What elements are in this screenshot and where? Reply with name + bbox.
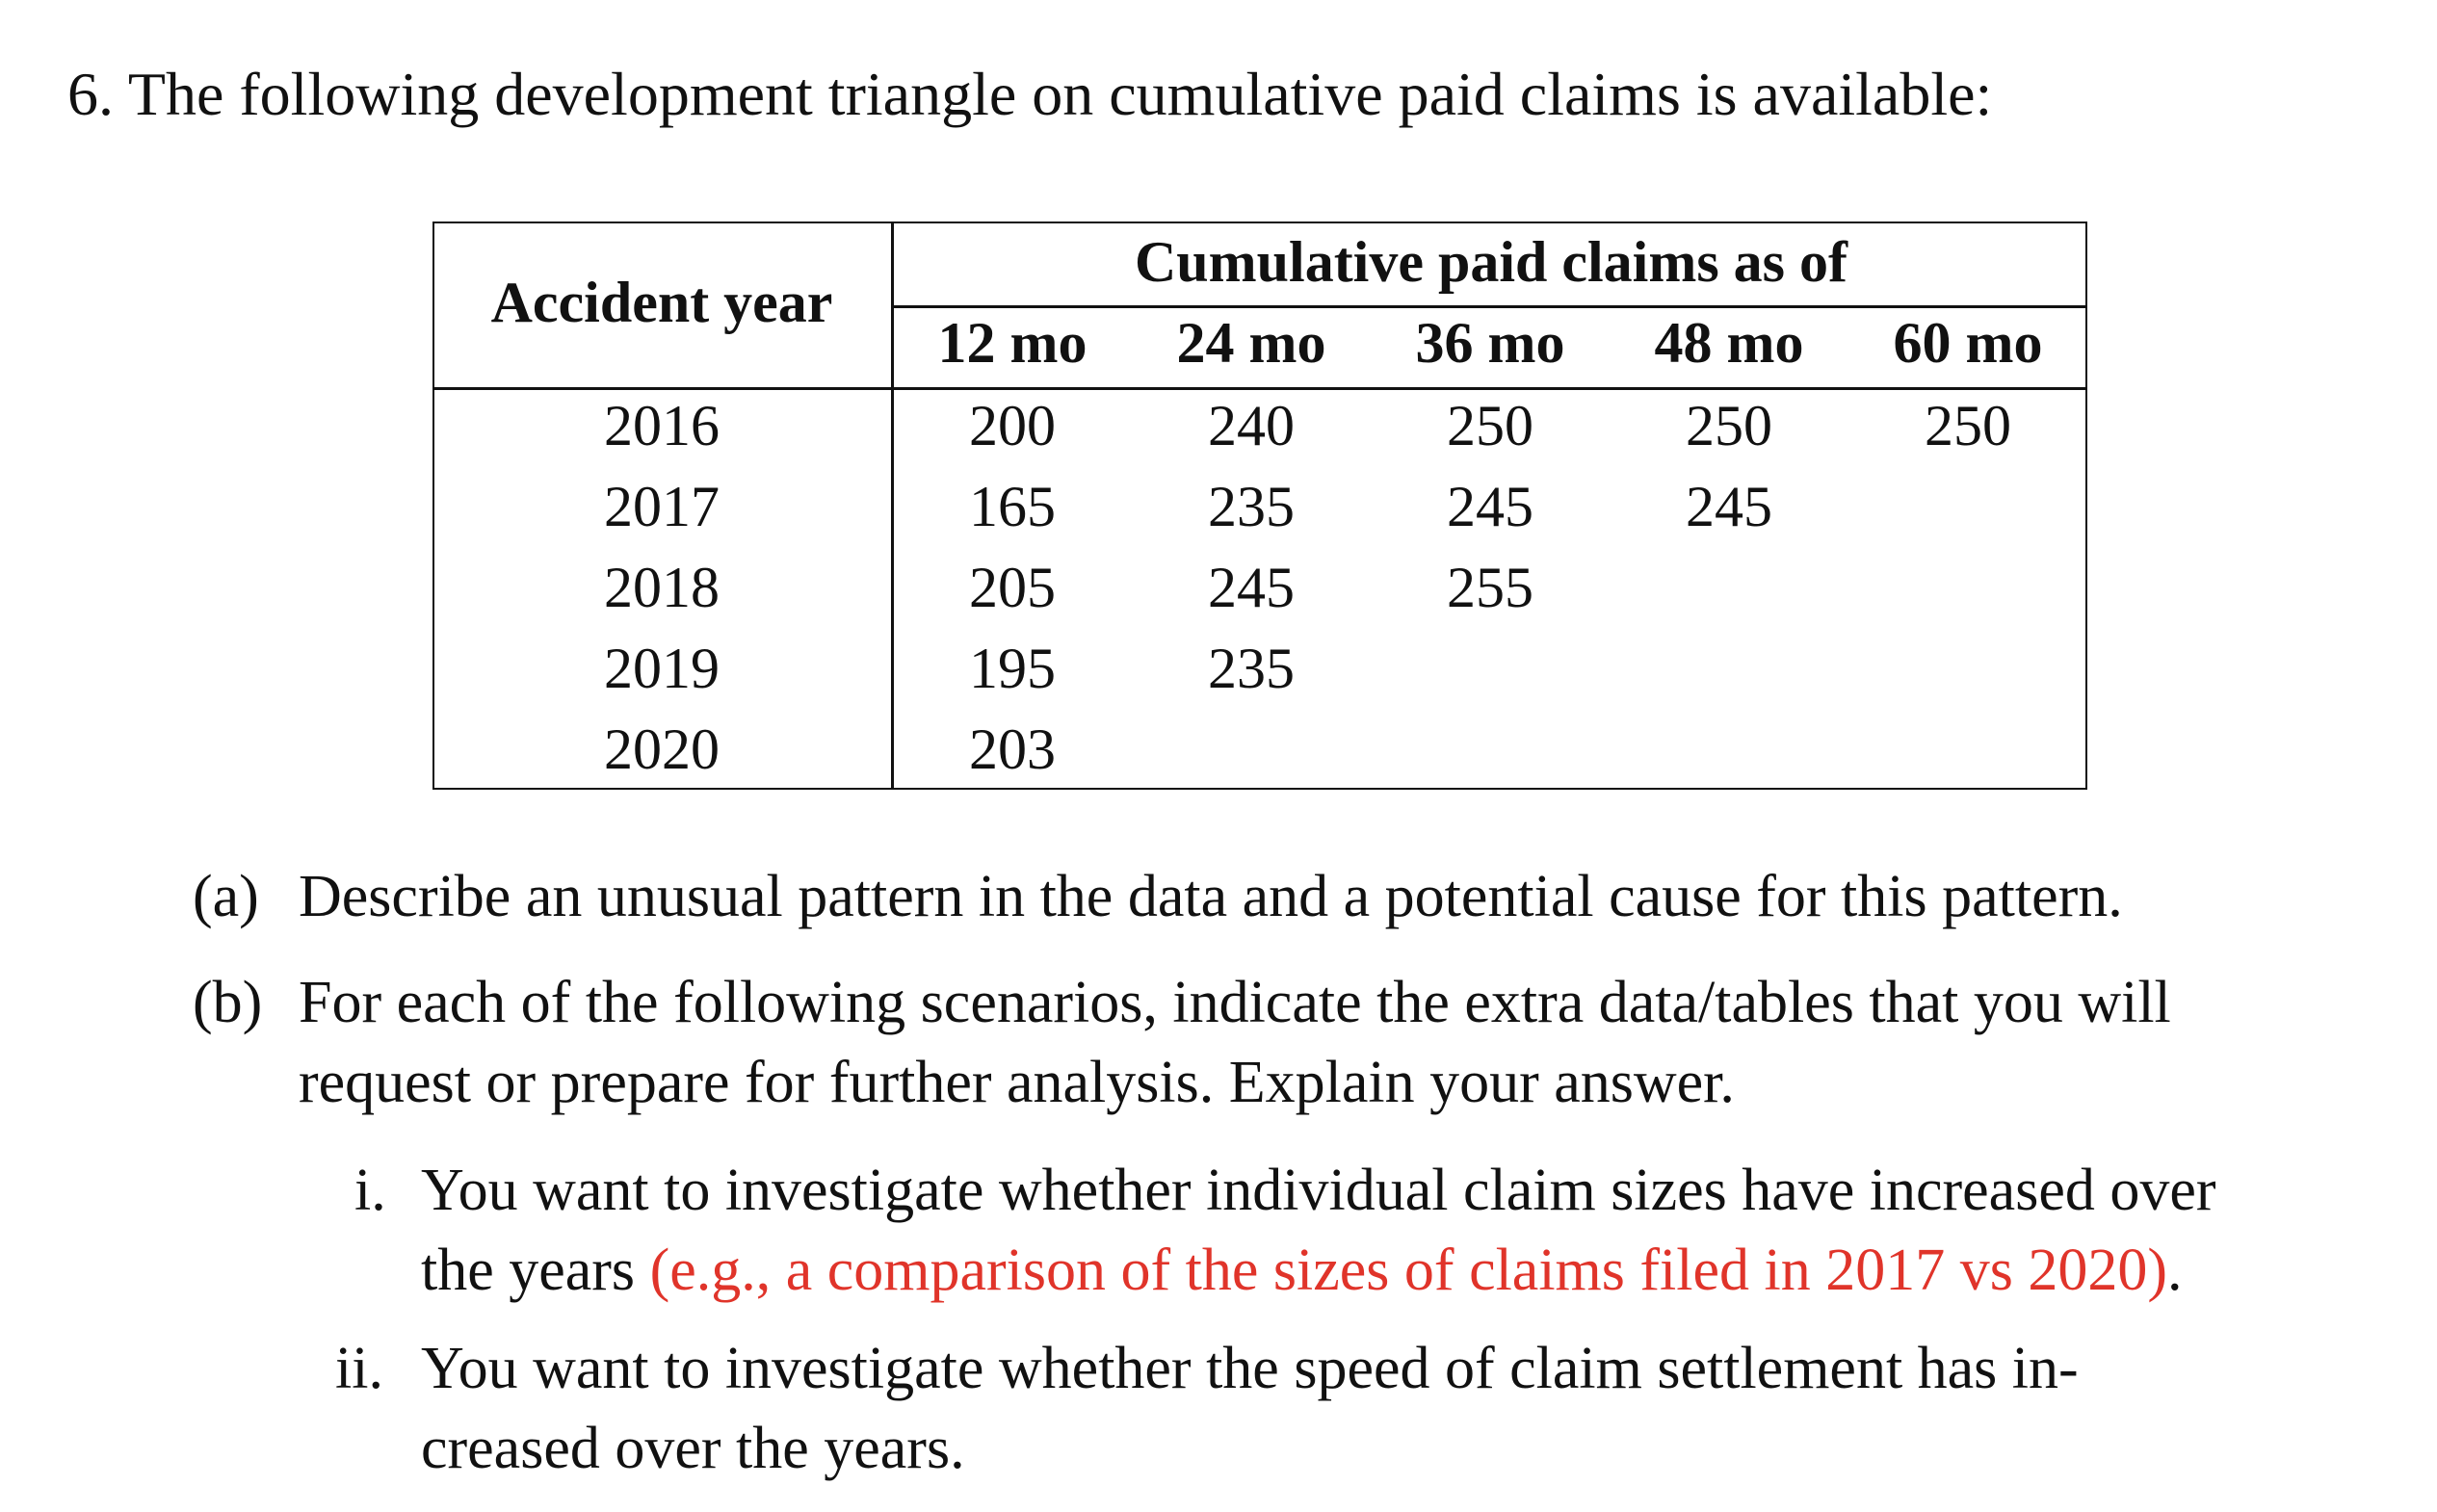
table-cell: 205 bbox=[969, 556, 1056, 619]
item-ii-line1: You want to investigate whether the speed of claim settlement has in- bbox=[421, 1336, 2079, 1401]
part-a-label: (a) bbox=[193, 864, 259, 929]
table-header-rule bbox=[434, 387, 2085, 390]
row-year-2019: 2019 bbox=[604, 637, 720, 700]
item-i-line2-plain: the years bbox=[421, 1238, 636, 1303]
column-header-24mo: 24 mo bbox=[1176, 311, 1326, 375]
accident-year-header: Accident year bbox=[490, 271, 833, 334]
row-year-2017: 2017 bbox=[604, 475, 720, 538]
row-year-2020: 2020 bbox=[604, 717, 720, 781]
item-i-label: i. bbox=[354, 1158, 386, 1223]
table-cell: 203 bbox=[969, 717, 1056, 781]
item-ii-line2: creased over the years. bbox=[421, 1416, 965, 1481]
table-cell: 245 bbox=[1686, 475, 1772, 538]
table-cell: 195 bbox=[969, 637, 1056, 700]
item-i-example-note: (e.g., a comparison of the sizes of claims filed in 2017 vs 2020) bbox=[649, 1238, 2168, 1303]
column-header-12mo: 12 mo bbox=[937, 311, 1087, 375]
row-year-2016: 2016 bbox=[604, 394, 720, 457]
table-cell: 245 bbox=[1447, 475, 1533, 538]
cumulative-paid-header: Cumulative paid claims as of bbox=[1134, 230, 1848, 294]
question-heading: 6. The following development triangle on cumulative paid claims is available: bbox=[67, 60, 1993, 128]
item-i-line2-end: . bbox=[2167, 1238, 2183, 1303]
table-cell: 250 bbox=[1447, 394, 1533, 457]
table-cell: 245 bbox=[1208, 556, 1295, 619]
column-header-60mo: 60 mo bbox=[1893, 311, 2043, 375]
table-cell: 250 bbox=[1686, 394, 1772, 457]
table-cell: 240 bbox=[1208, 394, 1295, 457]
table-cell: 165 bbox=[969, 475, 1056, 538]
item-i-line1: You want to investigate whether individual claim sizes have increased over bbox=[421, 1158, 2216, 1223]
column-header-36mo: 36 mo bbox=[1415, 311, 1565, 375]
table-cell: 235 bbox=[1208, 475, 1295, 538]
item-ii-label: ii. bbox=[335, 1336, 383, 1401]
table-group-rule bbox=[891, 305, 2085, 308]
row-year-2018: 2018 bbox=[604, 556, 720, 619]
part-b-line1: For each of the following scenarios, indicate the extra data/tables that you will bbox=[299, 970, 2171, 1035]
table-cell: 200 bbox=[969, 394, 1056, 457]
part-b-line2: request or prepare for further analysis. Explain your answer. bbox=[299, 1050, 1735, 1115]
item-i-line2 bbox=[421, 1238, 2183, 1303]
table-cell: 235 bbox=[1208, 637, 1295, 700]
table-cell: 250 bbox=[1925, 394, 2011, 457]
development-triangle-table bbox=[432, 222, 2087, 790]
column-header-48mo: 48 mo bbox=[1654, 311, 1804, 375]
part-b-label: (b) bbox=[193, 970, 263, 1035]
table-vertical-rule bbox=[891, 223, 894, 788]
table-cell: 255 bbox=[1447, 556, 1533, 619]
part-a-text: Describe an unusual pattern in the data and a potential cause for this pattern. bbox=[299, 864, 2123, 929]
